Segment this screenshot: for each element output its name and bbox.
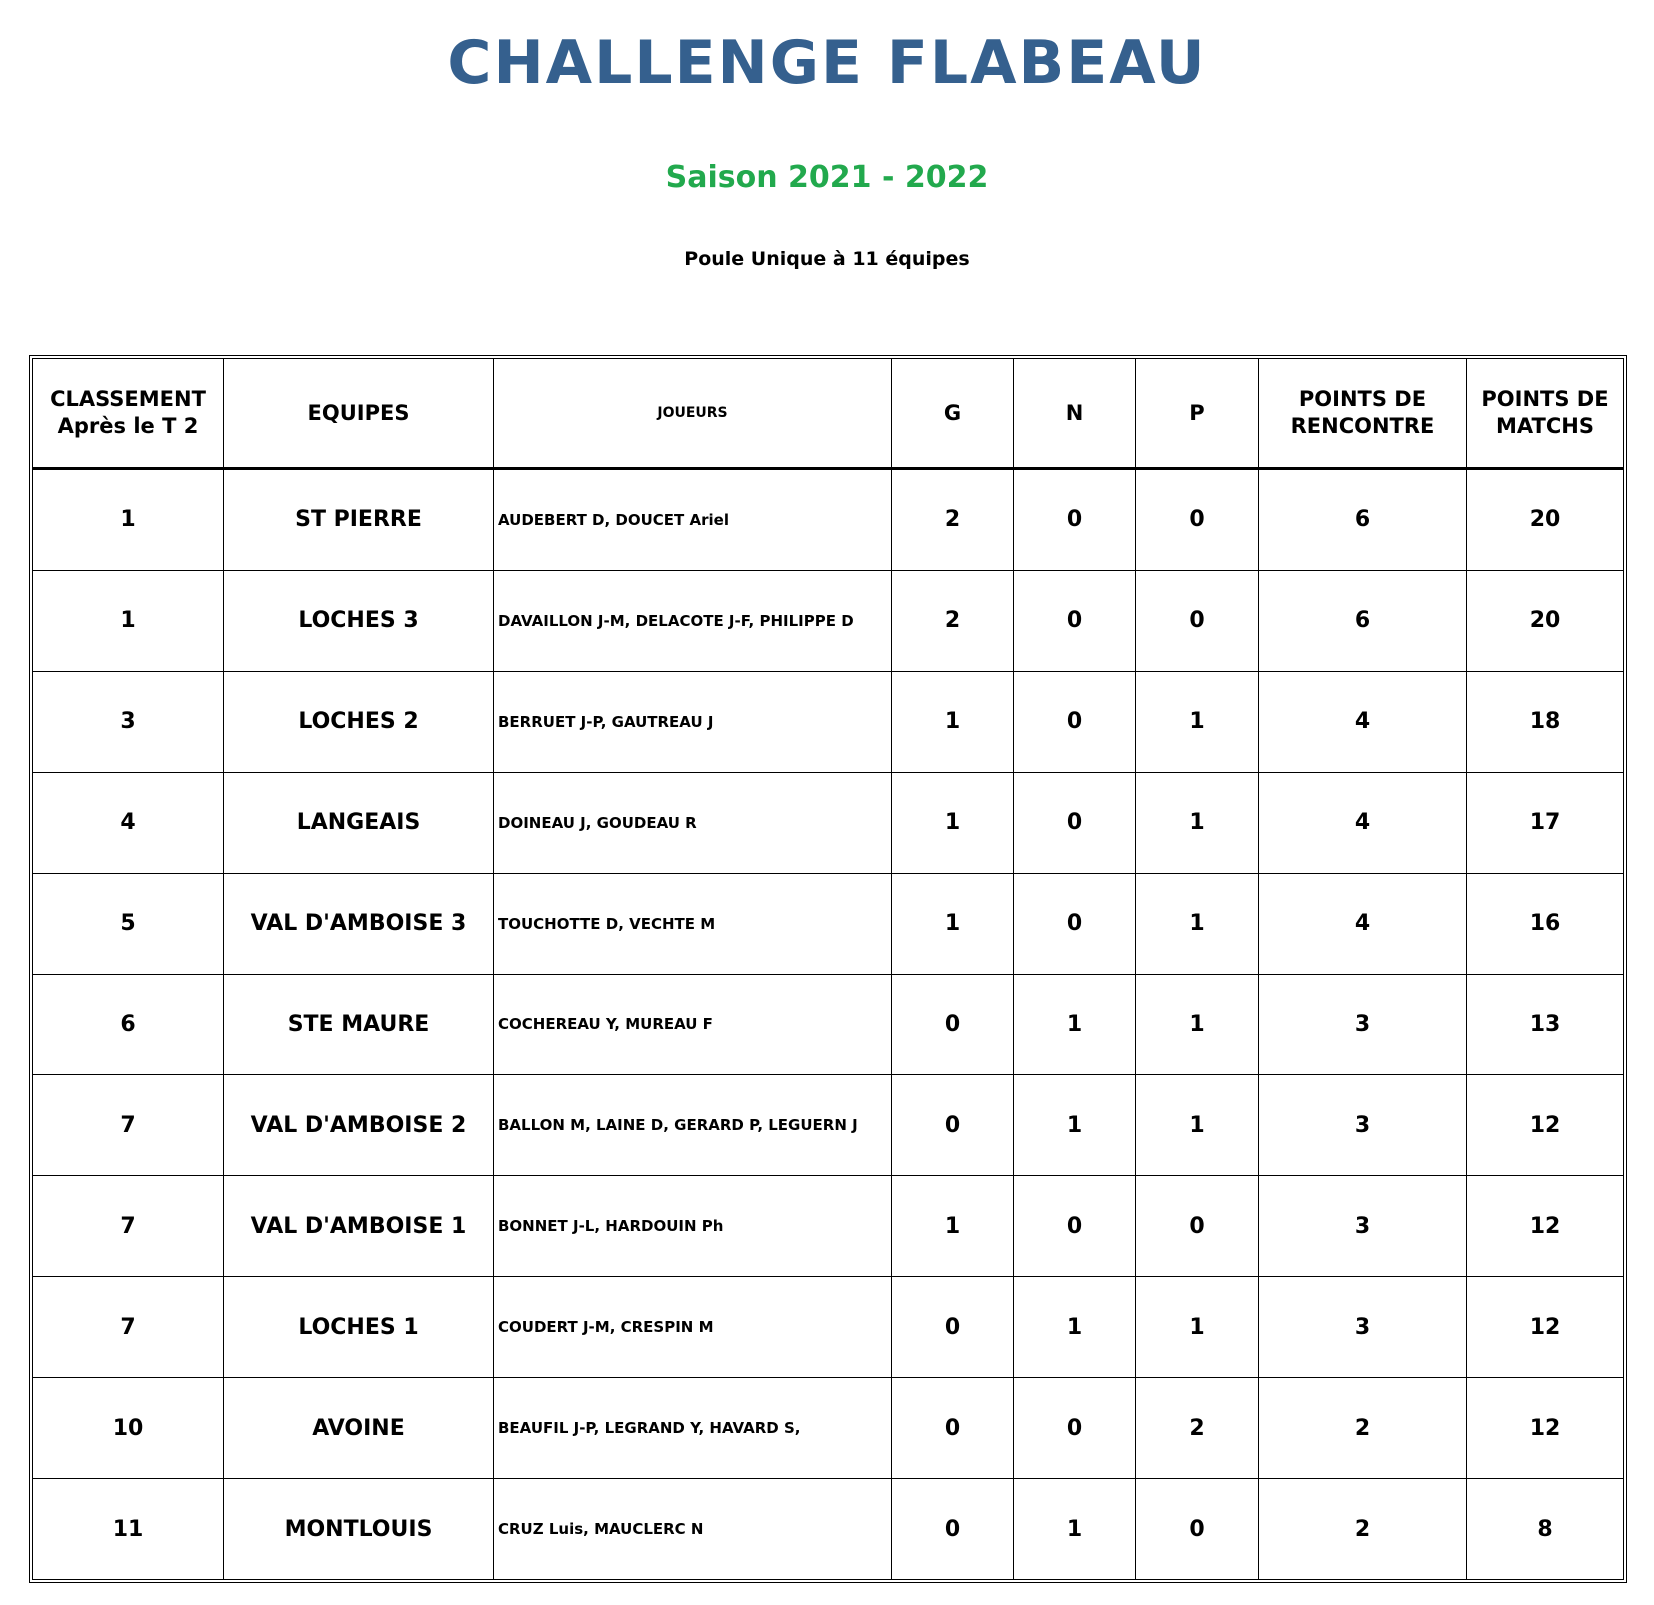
points-rencontre-cell: 3 <box>1259 974 1467 1075</box>
points-matchs-cell: 12 <box>1467 1277 1624 1378</box>
header-rank-line2: Après le T 2 <box>57 414 199 438</box>
p-cell: 0 <box>1136 1176 1259 1277</box>
team-cell: VAL D'AMBOISE 3 <box>224 873 494 974</box>
header-points-matchs-line2: MATCHS <box>1496 414 1594 438</box>
team-cell: AVOINE <box>224 1378 494 1479</box>
header-points-matchs-line1: POINTS DE <box>1481 387 1609 411</box>
table-row <box>33 873 1624 974</box>
p-cell: 0 <box>1136 1479 1259 1580</box>
n-cell: 1 <box>1014 1277 1136 1378</box>
n-cell: 0 <box>1014 570 1136 671</box>
rank-cell: 4 <box>33 772 224 873</box>
n-cell: 0 <box>1014 772 1136 873</box>
p-cell: 0 <box>1136 570 1259 671</box>
season-subtitle: Saison 2021 - 2022 <box>665 160 989 195</box>
team-cell: LOCHES 3 <box>224 570 494 671</box>
g-cell: 0 <box>892 974 1014 1075</box>
header-points-matchs <box>1467 359 1624 469</box>
points-matchs-cell: 8 <box>1467 1479 1624 1580</box>
players-cell: DAVAILLON J-M, DELACOTE J-F, PHILIPPE D <box>494 570 892 671</box>
header-g: G <box>892 359 1014 469</box>
players-cell: BERRUET J-P, GAUTREAU J <box>494 671 892 772</box>
rank-cell: 10 <box>33 1378 224 1479</box>
g-cell: 1 <box>892 1176 1014 1277</box>
team-cell: LANGEAIS <box>224 772 494 873</box>
players-cell: TOUCHOTTE D, VECHTE M <box>494 873 892 974</box>
header-points-rencontre-line2: RENCONTRE <box>1290 414 1435 438</box>
points-matchs-cell: 13 <box>1467 974 1624 1075</box>
rank-cell: 6 <box>33 974 224 1075</box>
points-matchs-cell: 12 <box>1467 1378 1624 1479</box>
table-row <box>33 1277 1624 1378</box>
page-title: CHALLENGE FLABEAU <box>447 28 1207 98</box>
table-row <box>33 772 1624 873</box>
team-cell: LOCHES 1 <box>224 1277 494 1378</box>
g-cell: 1 <box>892 873 1014 974</box>
team-cell: MONTLOUIS <box>224 1479 494 1580</box>
n-cell: 1 <box>1014 1479 1136 1580</box>
rank-cell: 11 <box>33 1479 224 1580</box>
p-cell: 1 <box>1136 873 1259 974</box>
rank-cell: 7 <box>33 1277 224 1378</box>
table-row <box>33 671 1624 772</box>
g-cell: 0 <box>892 1378 1014 1479</box>
p-cell: 1 <box>1136 671 1259 772</box>
team-cell: VAL D'AMBOISE 1 <box>224 1176 494 1277</box>
g-cell: 0 <box>892 1479 1014 1580</box>
n-cell: 0 <box>1014 1378 1136 1479</box>
header-points-rencontre <box>1259 359 1467 469</box>
points-rencontre-cell: 2 <box>1259 1479 1467 1580</box>
team-cell: STE MAURE <box>224 974 494 1075</box>
header-p: P <box>1136 359 1259 469</box>
header-rank-line1: CLASSEMENT <box>50 387 206 411</box>
points-rencontre-cell: 6 <box>1259 570 1467 671</box>
players-cell: COUDERT J-M, CRESPIN M <box>494 1277 892 1378</box>
g-cell: 1 <box>892 671 1014 772</box>
points-matchs-cell: 20 <box>1467 570 1624 671</box>
standings-table-frame <box>29 355 1627 1583</box>
n-cell: 1 <box>1014 1075 1136 1176</box>
table-row <box>33 1075 1624 1176</box>
players-cell: CRUZ Luis, MAUCLERC N <box>494 1479 892 1580</box>
points-matchs-cell: 20 <box>1467 469 1624 571</box>
rank-cell: 7 <box>33 1075 224 1176</box>
g-cell: 0 <box>892 1277 1014 1378</box>
team-cell: VAL D'AMBOISE 2 <box>224 1075 494 1176</box>
n-cell: 0 <box>1014 1176 1136 1277</box>
points-matchs-cell: 17 <box>1467 772 1624 873</box>
points-rencontre-cell: 4 <box>1259 772 1467 873</box>
table-row <box>33 1176 1624 1277</box>
players-cell: DOINEAU J, GOUDEAU R <box>494 772 892 873</box>
points-matchs-cell: 18 <box>1467 671 1624 772</box>
header-n: N <box>1014 359 1136 469</box>
points-matchs-cell: 12 <box>1467 1075 1624 1176</box>
table-row <box>33 1479 1624 1580</box>
rank-cell: 1 <box>33 570 224 671</box>
points-matchs-cell: 16 <box>1467 873 1624 974</box>
header-players: JOUEURS <box>494 359 892 469</box>
table-row <box>33 469 1624 571</box>
players-cell: COCHEREAU Y, MUREAU F <box>494 974 892 1075</box>
table-row <box>33 570 1624 671</box>
n-cell: 1 <box>1014 974 1136 1075</box>
players-cell: BALLON M, LAINE D, GERARD P, LEGUERN J <box>494 1075 892 1176</box>
players-cell: BONNET J-L, HARDOUIN Ph <box>494 1176 892 1277</box>
points-rencontre-cell: 3 <box>1259 1075 1467 1176</box>
rank-cell: 7 <box>33 1176 224 1277</box>
standings-table <box>32 358 1624 1580</box>
n-cell: 0 <box>1014 671 1136 772</box>
points-rencontre-cell: 6 <box>1259 469 1467 571</box>
rank-cell: 1 <box>33 469 224 571</box>
header-team: EQUIPES <box>224 359 494 469</box>
points-matchs-cell: 12 <box>1467 1176 1624 1277</box>
g-cell: 2 <box>892 570 1014 671</box>
p-cell: 1 <box>1136 974 1259 1075</box>
rank-cell: 3 <box>33 671 224 772</box>
g-cell: 0 <box>892 1075 1014 1176</box>
table-row <box>33 1378 1624 1479</box>
p-cell: 1 <box>1136 772 1259 873</box>
table-header-row <box>33 359 1624 469</box>
n-cell: 0 <box>1014 873 1136 974</box>
team-cell: LOCHES 2 <box>224 671 494 772</box>
p-cell: 1 <box>1136 1277 1259 1378</box>
players-cell: BEAUFIL J-P, LEGRAND Y, HAVARD S, <box>494 1378 892 1479</box>
points-rencontre-cell: 4 <box>1259 671 1467 772</box>
header-rank <box>33 359 224 469</box>
n-cell: 0 <box>1014 469 1136 571</box>
header-points-rencontre-line1: POINTS DE <box>1298 387 1427 411</box>
table-row <box>33 974 1624 1075</box>
p-cell: 2 <box>1136 1378 1259 1479</box>
g-cell: 1 <box>892 772 1014 873</box>
points-rencontre-cell: 3 <box>1259 1176 1467 1277</box>
points-rencontre-cell: 2 <box>1259 1378 1467 1479</box>
team-cell: ST PIERRE <box>224 469 494 571</box>
points-rencontre-cell: 3 <box>1259 1277 1467 1378</box>
rank-cell: 5 <box>33 873 224 974</box>
pool-description: Poule Unique à 11 équipes <box>684 248 970 270</box>
points-rencontre-cell: 4 <box>1259 873 1467 974</box>
players-cell: AUDEBERT D, DOUCET Ariel <box>494 469 892 571</box>
g-cell: 2 <box>892 469 1014 571</box>
p-cell: 1 <box>1136 1075 1259 1176</box>
p-cell: 0 <box>1136 469 1259 571</box>
